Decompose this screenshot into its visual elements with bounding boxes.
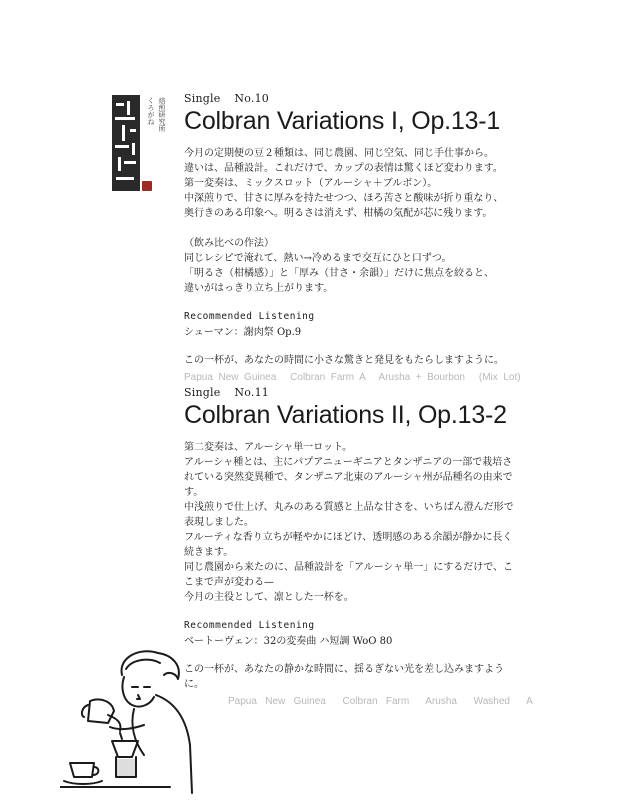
bean-info-ghost-text: Papua New Guinea Colbran Farm Arusha Washed A — [228, 696, 533, 707]
logo-text-1: くろがね — [147, 97, 155, 125]
barista-pour-over-illustration — [60, 645, 220, 795]
red-seal-stamp — [142, 181, 152, 191]
body-line: 中浅煎りで仕上げ、丸みのある質感と上品な甘さを、いちばん澄んだ形で — [184, 502, 514, 513]
single-label — [184, 386, 544, 399]
body-line: 今月の定期便の豆２種類は、同じ農園、同じ空気、同じ手仕事から。 — [184, 148, 494, 159]
body-line: す。 — [184, 487, 204, 498]
single-label-text: Single — [184, 92, 221, 105]
section-body — [184, 440, 544, 605]
body-line: 表現しました。 — [184, 517, 254, 528]
single-number: No.11 — [234, 386, 269, 399]
body-line: 中深煎りで、甘さに厚みを持たせつつ、ほろ苦さと酸味が折り重なり、 — [184, 193, 504, 204]
bean-info-ghost-text: Papua New Guinea Colbran Farm A Arusha + Bourbon (Mix Lot) — [184, 372, 521, 383]
body-line: 「明るさ（柑橘感）」と「厚み（甘さ・余韻）」だけに焦点を絞ると、 — [184, 268, 494, 279]
body-line: 違いは、品種設計。これだけで、カップの表情は驚くほど変わります。 — [184, 163, 503, 174]
body-line: 違いがはっきり立ち上がります。 — [184, 283, 334, 294]
body-line: れている突然変異種で、タンザニア北東のアルーシャ州が品種名の由来で — [184, 472, 513, 483]
recommended-listening-item: シューマン：謝肉祭 Op.9 — [184, 327, 302, 338]
single-label — [184, 92, 544, 105]
recommended-listening-heading: Recommended Listening — [184, 311, 315, 322]
logo-kanji-mark — [112, 95, 140, 191]
section-body — [184, 146, 544, 296]
body-line: こまで声が変わる— — [184, 577, 274, 588]
body-line: 今月の主役として、凛とした一杯を。 — [184, 592, 354, 603]
section-no11 — [184, 386, 544, 707]
body-line: 同じレシピで淹れて、熱い→冷めるまで交互にひと口ずつ。 — [184, 253, 452, 264]
body-line: （飲み比べの作法） — [184, 238, 274, 249]
body-line: 奥行きのある印象へ。明るさは消えず、柑橘の気配が芯に残ります。 — [184, 208, 493, 219]
body-line: フルーティな香り立ちが軽やかにほどけ、透明感のある余韻が静かに長く — [184, 532, 513, 543]
body-line: 第二変奏は、アルーシャ単一ロット。 — [184, 442, 353, 453]
logo-text-2: 焙煎研究所 — [158, 97, 166, 132]
body-line: 続きます。 — [184, 547, 234, 558]
closing-line: この一杯が、あなたの時間に小さな驚きと発見をもたらしますように。 — [184, 355, 504, 366]
roaster-logo — [112, 95, 170, 205]
section-no10 — [184, 92, 544, 383]
body-line: アルーシャ種とは、主にパプアニューギニアとタンザニアの一部で栽培さ — [184, 457, 513, 468]
section-title: Colbran Variations I, Op.13-1 — [184, 107, 501, 135]
closing-line: に。 — [184, 679, 204, 690]
recommended-listening-item: ベートーヴェン：32の変奏曲 ハ短調 WoO 80 — [184, 636, 393, 647]
single-label-text: Single — [184, 386, 221, 399]
body-line: 第一変奏は、ミックスロット（アルーシャ＋ブルボン）。 — [184, 178, 438, 189]
body-line: 同じ農園から来たのに、品種設計を「アルーシャ単一」にするだけで、こ — [184, 562, 513, 573]
recommended-listening-heading: Recommended Listening — [184, 620, 315, 631]
closing-line: この一杯が、あなたの静かな時間に、揺るぎない光を差し込みますよう — [184, 664, 504, 675]
single-number: No.10 — [234, 92, 269, 105]
section-title: Colbran Variations II, Op.13-2 — [184, 401, 507, 429]
